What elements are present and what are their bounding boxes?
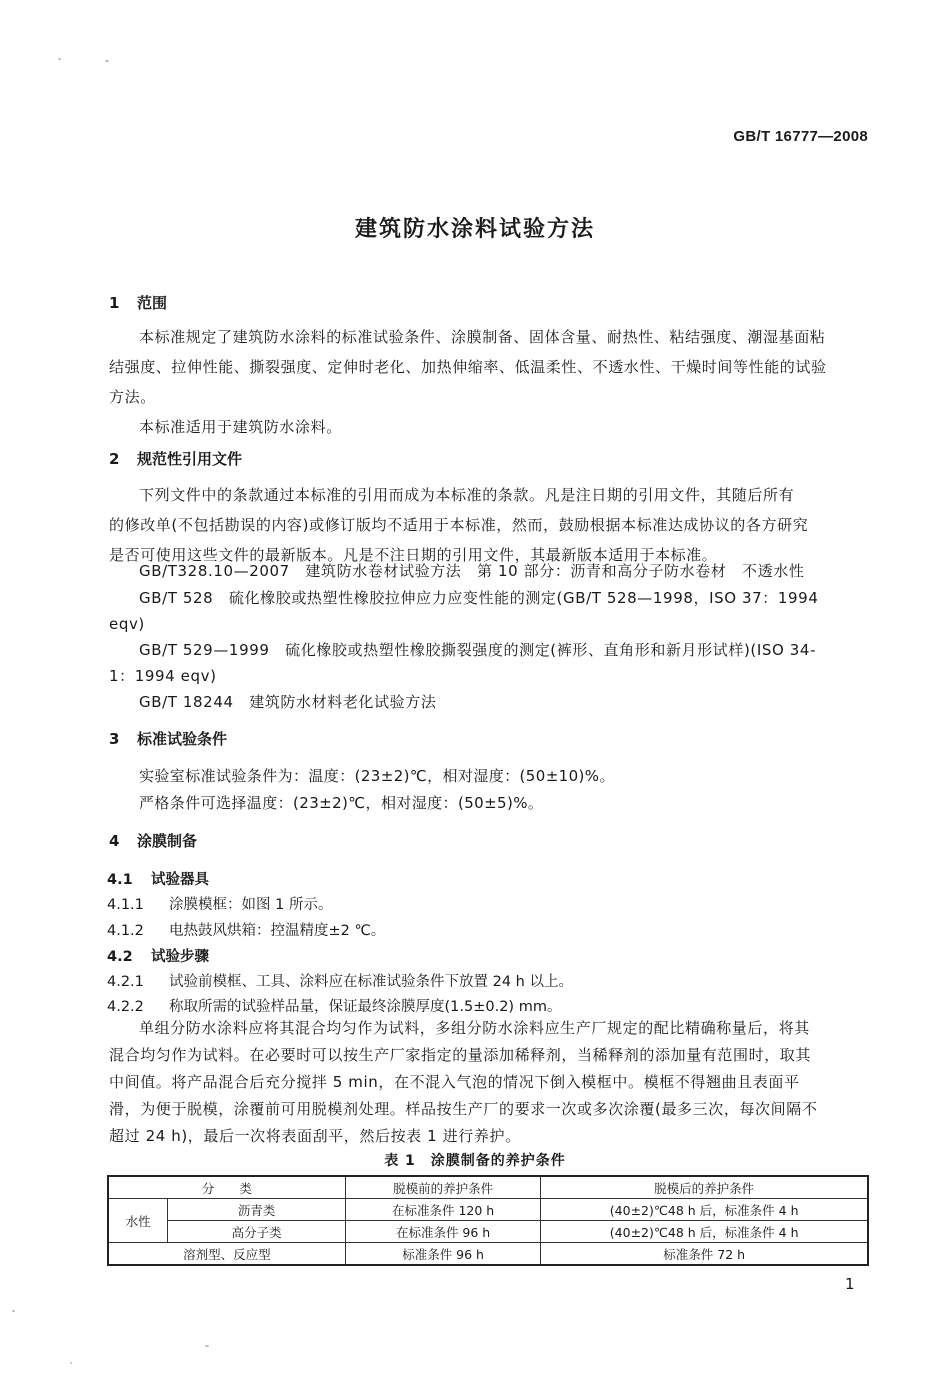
header-after: 脱模后的养护条件 (541, 1176, 868, 1199)
section-title: 涂膜制备 (137, 832, 198, 850)
scan-speck (205, 1345, 209, 1347)
clause-number: 4.1.1 (107, 897, 144, 913)
type-cell: 溶剂型、反应型 (108, 1243, 345, 1266)
scan-speck (70, 1362, 72, 1364)
table-row (108, 1199, 868, 1221)
scan-speck (105, 60, 109, 62)
clause-4-2-1 (107, 970, 573, 991)
clause-text: 称取所需的试验样品量，保证最终涂膜厚度(1.5±0.2) mm。 (169, 999, 562, 1015)
clause-text: 涂膜模框：如图 1 所示。 (169, 897, 333, 913)
text-line: 中间值。将产品混合后充分搅拌 5 min，在不混入气泡的情况下倒入模框中。模框不得翘曲且表面平 (109, 1073, 800, 1091)
section-3-line-2: 严格条件可选择温度：(23±2)℃，相对湿度：(50±5)%。 (139, 794, 544, 812)
before-cell: 在标准条件 96 h (345, 1221, 540, 1243)
section-2-paragraph (109, 480, 869, 570)
section-4-paragraph (109, 1015, 869, 1150)
clause-text: 试验前模框、工具、涂料应在标准试验条件下放置 24 h 以上。 (169, 974, 573, 990)
after-cell: 标准条件 72 h (541, 1243, 868, 1266)
text-line: 的修改单(不包括勘误的内容)或修订版均不适用于本标准，然而，鼓励根据本标准达成协议的各方研究 (109, 516, 809, 534)
clause-number: 4.1.2 (107, 923, 144, 939)
reference-item-cont: eqv) (109, 615, 145, 633)
after-cell: (40±2)℃48 h 后，标准条件 4 h (541, 1199, 868, 1221)
clause-4-1-1 (107, 893, 332, 914)
type-cell: 高分子类 (168, 1221, 345, 1243)
before-cell: 标准条件 96 h (345, 1243, 540, 1266)
reference-item: GB/T 529—1999 硫化橡胶或热塑性橡胶撕裂强度的测定(裤形、直角形和新月形试样)(ISO 34- (139, 641, 817, 659)
standard-number: GB/T 16777—2008 (733, 128, 868, 145)
subsection-title: 试验器具 (151, 872, 209, 888)
subsection-4-1-heading (107, 868, 209, 889)
table-header-row (108, 1176, 868, 1199)
section-2-heading (109, 448, 242, 469)
section-number: 2 (109, 450, 120, 468)
curing-conditions-table (107, 1175, 869, 1266)
section-3-heading (109, 728, 227, 749)
section-title: 范围 (137, 294, 168, 312)
scan-speck (58, 58, 61, 60)
table-caption: 表 1 涂膜制备的养护条件 (384, 1153, 566, 1169)
table-row (108, 1243, 868, 1266)
subsection-title: 试验步骤 (151, 949, 209, 965)
before-cell: 在标准条件 120 h (345, 1199, 540, 1221)
text-line: 混合均匀作为试料。在必要时可以按生产厂家指定的量添加稀释剂，当稀释剂的添加量有范围时，取其 (109, 1046, 812, 1064)
reference-item: GB/T 528 硫化橡胶或热塑性橡胶拉伸应力应变性能的测定(GB/T 528—1998，ISO 37：1994 (139, 589, 819, 607)
clause-4-1-2 (107, 919, 385, 940)
text-line: 本标准规定了建筑防水涂料的标准试验条件、涂膜制备、固体含量、耐热性、粘结强度、潮湿基面粘 (139, 328, 826, 346)
section-1-paragraph (109, 322, 869, 442)
type-cell: 沥青类 (168, 1199, 345, 1221)
page-number: 1 (845, 1275, 855, 1293)
header-category: 分 类 (108, 1176, 345, 1199)
document-title: 建筑防水涂料试验方法 (354, 217, 595, 242)
text-line: 单组分防水涂料应将其混合均匀作为试料，多组分防水涂料应生产厂规定的配比精确称量后，将其 (139, 1019, 810, 1037)
clause-text: 电热鼓风烘箱：控温精度±2 ℃。 (169, 923, 386, 939)
section-4-heading (109, 830, 197, 851)
text-line: 滑，为便于脱模，涂覆前可用脱模剂处理。样品按生产厂的要求一次或多次涂覆(最多三次，每次间隔不 (109, 1100, 818, 1118)
clause-number: 4.2.2 (107, 999, 144, 1015)
reference-item: GB/T328.10—2007 建筑防水卷材试验方法 第 10 部分：沥青和高分子防水卷材 不透水性 (139, 562, 805, 580)
section-number: 1 (109, 294, 120, 312)
text-line: 结强度、拉伸性能、撕裂强度、定伸时老化、加热伸缩率、低温柔性、不透水性、干燥时间等性能的试验 (109, 358, 827, 376)
group-label: 水性 (108, 1199, 168, 1243)
subsection-4-2-heading (107, 945, 209, 966)
clause-4-2-2 (107, 995, 561, 1016)
text-line: 方法。 (109, 388, 156, 406)
reference-list (109, 558, 869, 715)
scan-speck (12, 1310, 15, 1312)
section-title: 标准试验条件 (137, 730, 228, 748)
section-number: 3 (109, 730, 120, 748)
section-1-heading (109, 292, 167, 313)
clause-number: 4.2.1 (107, 974, 144, 990)
text-line: 是否可使用这些文件的最新版本。凡是不注日期的引用文件，其最新版本适用于本标准。 (109, 546, 718, 564)
section-title: 规范性引用文件 (137, 450, 243, 468)
subsection-number: 4.2 (107, 949, 133, 965)
section-number: 4 (109, 832, 120, 850)
text-line: 下列文件中的条款通过本标准的引用而成为本标准的条款。凡是注日期的引用文件，其随后所有 (139, 486, 795, 504)
subsection-number: 4.1 (107, 872, 133, 888)
text-line: 本标准适用于建筑防水涂料。 (139, 418, 342, 436)
text-line: 超过 24 h)，最后一次将表面刮平，然后按表 1 进行养护。 (109, 1127, 521, 1145)
section-3-line-1: 实验室标准试验条件为：温度：(23±2)℃，相对湿度：(50±10)%。 (139, 767, 615, 785)
reference-item: GB/T 18244 建筑防水材料老化试验方法 (139, 693, 437, 711)
table-row (108, 1221, 868, 1243)
after-cell: (40±2)℃48 h 后，标准条件 4 h (541, 1221, 868, 1243)
header-before: 脱模前的养护条件 (345, 1176, 540, 1199)
reference-item-cont: 1：1994 eqv) (109, 667, 217, 685)
